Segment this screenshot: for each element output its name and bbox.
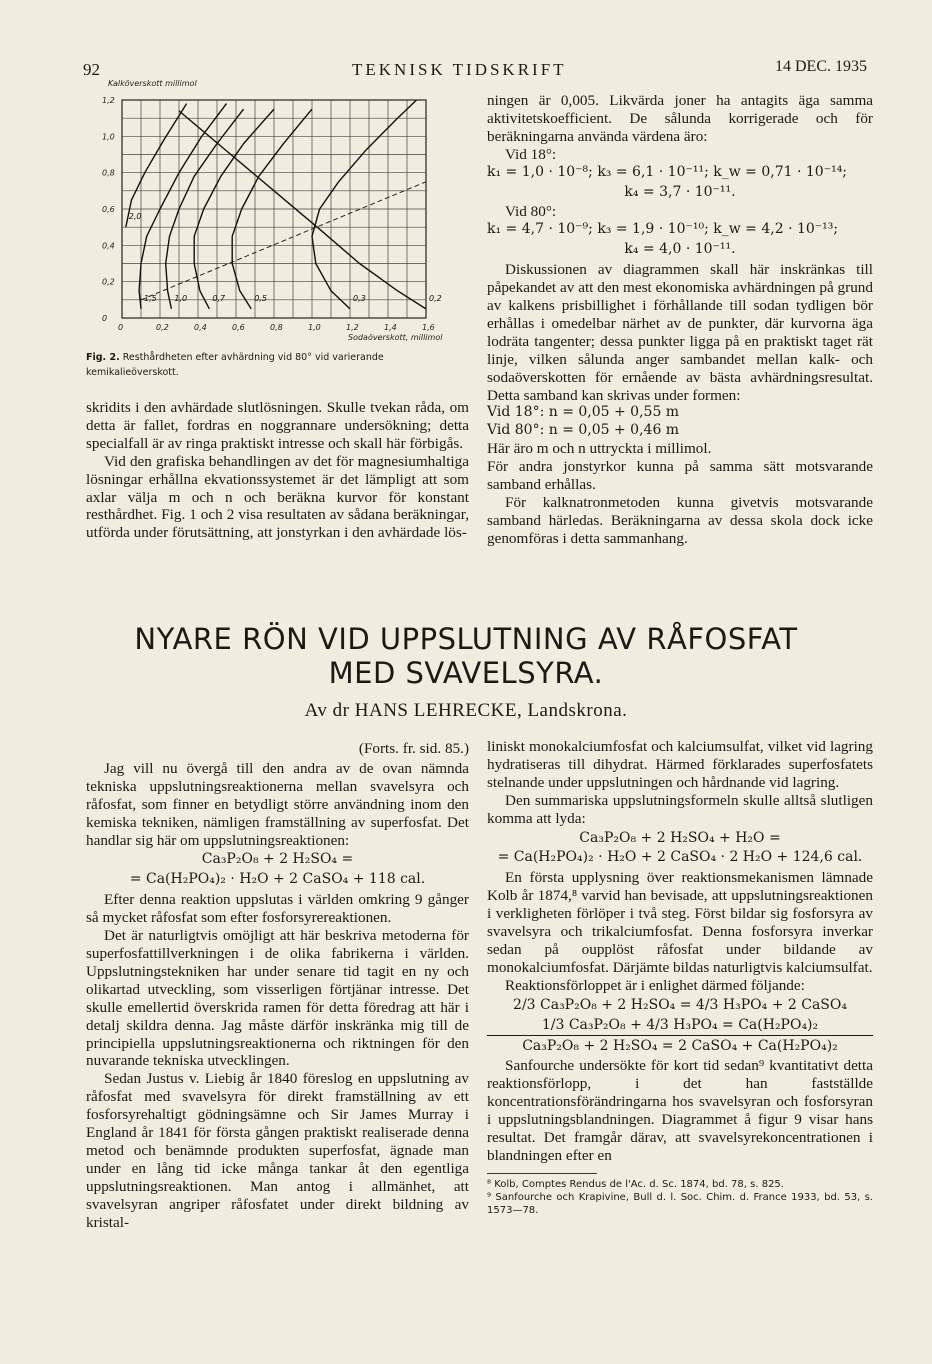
x-tick-label: 0,6 <box>232 323 245 332</box>
paragraph: Diskussionen av diagrammen skall här inskränkas till påpekandet av att den mest ekonomiska avhärdningen på grund av kalkens prisbillighet i förhållande till sodan tydligen bör erhållas i omedelbar närhet av de punkter, där kurvorna äga lodräta tangenter; dessa punkter ligga på en praktiskt taget rät linje, vilken sålunda anger sambandet mellan kalk- och sodaöverskotten för ernående av bästa avhärdningsresultat. Detta samband kan skrivas under formen: <box>487 261 873 404</box>
paragraph: skridits i den avhärdade slutlösningen. Skulle tvekan råda, om detta är fallet, fordras en noggrannare undersökning; detta specialfall är av ringa praktiskt intresse och skall här förbigås. <box>86 399 469 452</box>
paragraph: Sanfourche undersökte för kort tid sedan⁹ kvantitativt detta reaktionsförlopp, i det han fastställde koncentrationsförändringarna hos svavelsyran och fosforsyran i uppslutningsblandningen. Diagrammet å figur 9 visar hans resultat. Det framgår därav, att svavelsyrekoncentrationen i blandningen efter en <box>487 1057 873 1164</box>
constants-18-line1: k₁ = 1,0 · 10⁻⁸; k₃ = 6,1 · 10⁻¹¹; k_w = 0,71 · 10⁻¹⁴; <box>487 163 848 180</box>
left-bottom-column <box>86 738 469 1231</box>
paragraph: Sedan Justus v. Liebig år 1840 föreslog en uppslutning av råfosfat med svavelsyra för direkt framställning av ett fosforsyrehaltigt gödningsämne och Sir James Murray i England år 1841 för första gången praktiskt realiserade denna metod och benämnde produkten superfosfat, ägnade man under en lång tid icke många tankar åt den egentliga uppslutningsreaktionen. Man antog i allmänhet, att svavelsyran angriper råfosfatet under direkt bildning av kristal- <box>86 1070 469 1231</box>
y-tick-label: 0,4 <box>102 241 115 251</box>
temperature-label: Vid 18°: <box>505 145 557 163</box>
reaction-step-1: 2/3 Ca₃P₂O₈ + 2 H₂SO₄ = 4/3 H₃PO₄ + 2 CaSO₄ <box>513 996 847 1013</box>
x-tick-label: 0,2 <box>156 323 169 332</box>
fig2-chart <box>82 78 443 342</box>
left-top-column <box>86 399 469 542</box>
figure-caption-text: Resthårdheten efter avhärdning vid 80° vid varierande kemikalieöverskott. <box>86 352 384 378</box>
y-tick-label: 0,6 <box>102 205 115 214</box>
curve-0-3 <box>312 100 417 309</box>
article-title-line2: MED SVAVELSYRA. <box>328 656 604 690</box>
units-note: Här äro m och n uttryckta i millimol. <box>487 440 712 458</box>
footnote-8: ⁸ Kolb, Comptes Rendus de l'Ac. d. Sc. 1874, bd. 78, s. 825. <box>487 1178 784 1190</box>
x-tick-label: 0,4 <box>194 323 207 332</box>
curve-label: 0,7 <box>212 293 226 303</box>
curve-label: 1,5 <box>144 293 157 303</box>
figure-caption-label: Fig. 2. <box>86 352 120 363</box>
constants-80-line2: k₄ = 4,0 · 10⁻¹¹. <box>624 241 736 258</box>
article-byline: Av dr HANS LEHRECKE, Landskrona. <box>304 700 628 721</box>
reaction-sum: Ca₃P₂O₈ + 2 H₂SO₄ = 2 CaSO₄ + Ca(H₂PO₄)₂ <box>522 1037 838 1054</box>
equation-18: Vid 18°: n = 0,05 + 0,55 m <box>487 404 680 421</box>
paragraph: Efter denna reaktion uppslutas i världen omkring 9 gånger så mycket råfosfat som efter fosforsyrereaktionen. <box>86 891 469 927</box>
figure-caption <box>86 350 446 380</box>
temperature-label: Vid 80°: <box>505 203 557 221</box>
paragraph: För kalknatronmetoden kunna givetvis motsvarande samband härledas. Beräkningarna av dessa skola dock icke genomföras i detta sammanhang. <box>487 493 873 547</box>
paragraph: En första upplysning över reaktionsmekanismen lämnade Kolb år 1874,⁸ varvid han bevisade, att uppslutningsreaktionen i verkligheten förlöper i två steg. Först bildar sig fosforsyra av svavelsyra och trikalciumfosfat. Denna fosforsyra inverkar sedan på oupplöst råfosfat under bildande av monokalciumfosfat. Därjämte bildas naturligtvis kalciumsulfat. <box>487 869 873 976</box>
x-tick-label: 1,6 <box>422 323 435 332</box>
equation: Ca₃P₂O₈ + 2 H₂SO₄ + H₂O = <box>579 829 781 846</box>
x-axis-label: Sodaöverskott, millimol <box>348 333 443 342</box>
x-tick-label: 0,8 <box>270 323 283 332</box>
article-title-line1: NYARE RÖN VID UPPSLUTNING AV RÅFOSFAT <box>134 622 798 656</box>
right-top-column <box>487 92 873 548</box>
equation-80: Vid 80°: n = 0,05 + 0,46 m <box>487 422 680 439</box>
y-axis-label: Kalköverskott millimol <box>108 79 197 88</box>
footnote-9: ⁹ Sanfourche och Krapivine, Bull d. l. Soc. Chim. d. France 1933, bd. 53, s. 1573—78. <box>487 1191 873 1216</box>
x-tick-label: 1,2 <box>346 323 359 332</box>
y-tick-label: 1,2 <box>102 96 115 105</box>
paragraph: ningen är 0,005. Likvärda joner ha antagits äga samma aktivitetskoefficient. De sålunda korrigerade och för beräkningarna använda värdena äro: <box>487 92 873 145</box>
equation: = Ca(H₂PO₄)₂ · H₂O + 2 CaSO₄ · 2 H₂O + 124,6 cal. <box>497 849 863 866</box>
curve-label: 0,2 <box>429 293 442 303</box>
y-tick-label: 0,8 <box>102 168 115 178</box>
paragraph: Reaktionsförloppet är i enlighet därmed följande: <box>505 976 805 994</box>
equation: Ca₃P₂O₈ + 2 H₂SO₄ = <box>201 851 354 868</box>
x-tick-label: 0 <box>118 323 124 332</box>
x-tick-label: 1,0 <box>308 323 321 332</box>
reaction-step-2: 1/3 Ca₃P₂O₈ + 4/3 H₃PO₄ = Ca(H₂PO₄)₂ <box>487 1017 873 1036</box>
y-tick-label: 0 <box>102 314 108 323</box>
curve-label: 0,3 <box>353 293 366 303</box>
constants-80-line1: k₁ = 4,7 · 10⁻⁹; k₃ = 1,9 · 10⁻¹⁰; k_w = 4,2 · 10⁻¹³; <box>487 221 839 238</box>
y-tick-label: 0,2 <box>102 277 115 287</box>
equation: = Ca(H₂PO₄)₂ · H₂O + 2 CaSO₄ + 118 cal. <box>129 871 426 888</box>
paragraph: Den summariska uppslutningsformeln skulle alltså slutligen komma att lyda: <box>487 791 873 827</box>
issue-date: 14 DEC. 1935 <box>775 58 867 75</box>
right-bottom-column <box>487 738 873 1217</box>
footnote-divider <box>487 1173 597 1174</box>
curve-label: 2,0 <box>128 212 142 222</box>
page-number: 92 <box>83 60 100 79</box>
y-tick-label: 1,0 <box>102 132 115 142</box>
paragraph: Jag vill nu övergå till den andra av de ovan nämnda tekniska uppslutningsreaktionerna mellan svavelsyra och råfosfat, som finner en betydligt större användning inom den kemiska tekniken, nämligen framställning av superfosfat. Det handlar sig här om uppslutningsreaktionen: <box>86 759 469 849</box>
curve-1-5 <box>139 104 226 309</box>
curve-label: 1,0 <box>174 293 188 303</box>
article-title <box>0 622 932 690</box>
paragraph: Det är naturligtvis omöjligt att här beskriva metoderna för superfosfattillverkningen i de olika fabrikerna i världen. Uppslutningstekniken har under senare tid tagit en ny och olikartad utveckling, som visserligen förtjänar intresse. Det skulle emellertid överskrida ramen för detta föredrag att här i detalj skildra denna. Jag måste därför inskränka mig till de principiella uppslutningsreaktionerna och riktningen för den nuvarande tekniska utvecklingen. <box>86 927 469 1070</box>
x-tick-label: 1,4 <box>384 323 397 332</box>
constants-18-line2: k₄ = 3,7 · 10⁻¹¹. <box>624 183 736 200</box>
curve-0-2 <box>179 111 426 309</box>
paragraph: Vid den grafiska behandlingen av det för magnesiumhaltiga lösningar erhållna ekvationssystemet är det lämpligt att som axlar välja m och n och beräkna kurvor för konstant resthårdhet. Fig. 1 och 2 visa resultaten av sådana beräkningar, utförda under förutsättning, att jonstyrkan i den avhärdade lös- <box>86 452 469 542</box>
paragraph: liniskt monokalciumfosfat och kalciumsulfat, vilket vid lagring hydratiseras till dihydrat. Härmed förklarades superfosfatets stelnande under uppslutningen och hårdnande vid lagring. <box>487 738 873 791</box>
curve-label: 0,5 <box>254 293 267 303</box>
journal-title: TEKNISK TIDSKRIFT <box>352 60 567 79</box>
paragraph: För andra jonstyrkor kunna på samma sätt motsvarande samband erhållas. <box>487 458 873 494</box>
continuation-note: (Forts. fr. sid. 85.) <box>358 740 469 757</box>
